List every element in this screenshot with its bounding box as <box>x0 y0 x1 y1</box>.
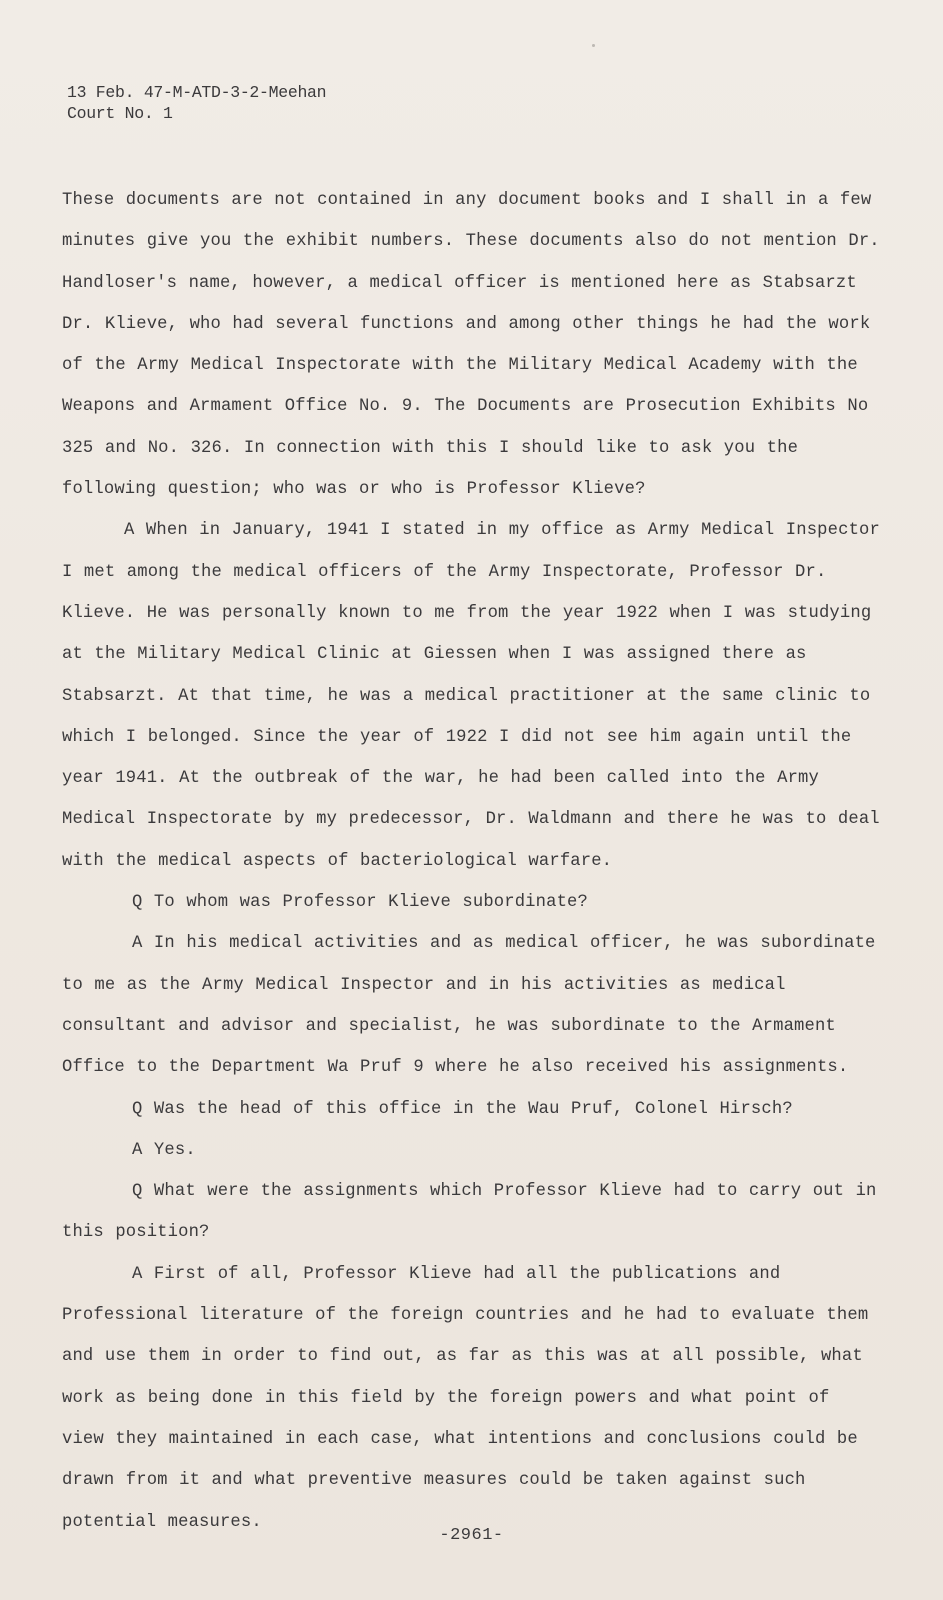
transcript-answer: A Yes. <box>132 1140 196 1160</box>
transcript-body <box>62 180 882 1543</box>
transcript-answer: A First of all, Professor Klieve had all the publications and Professional literature of the foreign countries and he had to evaluate them and use them in order to find out, as far as this was at all possible, what work as being done in this field by the foreign powers and what point of view they maintained in each case, what intentions and conclusions could be drawn from it and what preventive measures could be taken against such potential measures. <box>62 1264 869 1532</box>
document-header <box>67 82 326 124</box>
transcript-question: Q What were the assignments which Professor Klieve had to carry out in this position? <box>62 1182 877 1243</box>
page-number: -2961- <box>439 1526 504 1545</box>
header-date-reference: 13 Feb. 47-M-ATD-3-2-Meehan <box>67 83 327 102</box>
header-court-number: Court No. 1 <box>67 104 173 123</box>
transcript-question: Q Was the head of this office in the Wau Pruf, Colonel Hirsch? <box>132 1099 793 1119</box>
paper-speck <box>592 44 595 47</box>
transcript-paragraph-continuation: These documents are not contained in any document books and I shall in a few minutes give you the exhibit numbers. These documents also do not mention Dr. Handloser's name, however, a medical officer is mentioned here as Stabsarzt Dr. Klieve, who had several functions and among other things he had the work of the Army Medical Inspectorate with the Military Medical Academy with the Weapons and Armament Office No. 9. The Documents are Prosecution Exhibits No 325 and No. 326. In connection with this I should like to ask you the following question; who was or who is Professor Klieve? <box>62 191 880 500</box>
transcript-question: Q To whom was Professor Klieve subordinate? <box>132 893 588 913</box>
transcript-answer: A When in January, 1941 I stated in my office as Army Medical Inspector I met among the medical officers of the Army Inspectorate, Professor Dr. Klieve. He was personally known to me from the year 1922 when I was studying at the Military Medical Clinic at Giessen when I was assigned there as Stabsarzt. At that time, he was a medical practitioner at the same clinic to which I belonged. Since the year of 1922 I did not see him again until the year 1941. At the outbreak of the war, he had been called into the Army Medical Inspectorate by my predecessor, Dr. Waldmann and there he was to deal with the medical aspects of bacteriological warfare. <box>62 521 880 871</box>
transcript-answer: A In his medical activities and as medical officer, he was subordinate to me as the Army Medical Inspector and in his activities as medical consultant and advisor and specialist, he was subordinate to the Armament Office to the Department Wa Pruf 9 where he also received his assignments. <box>62 934 876 1078</box>
